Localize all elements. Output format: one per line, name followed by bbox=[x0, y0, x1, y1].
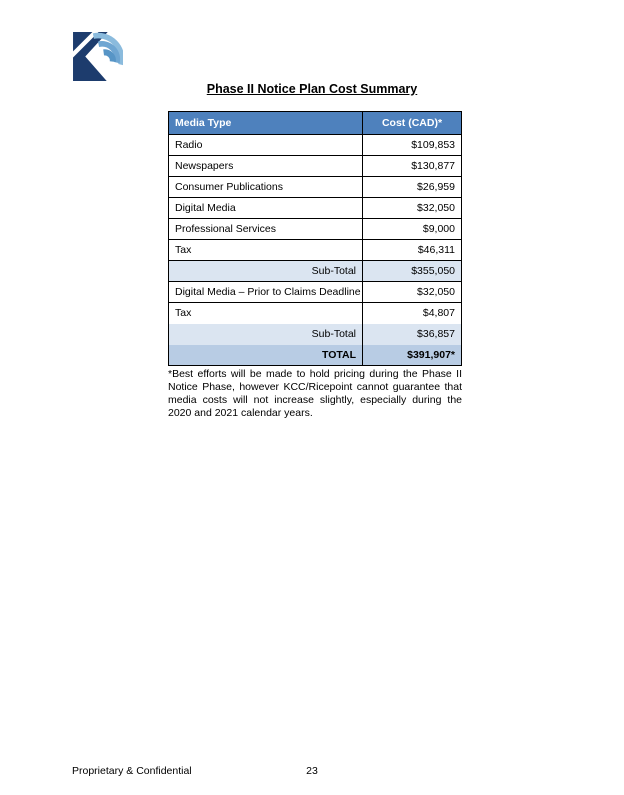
row-value: $32,050 bbox=[363, 282, 462, 303]
row-label: Newspapers bbox=[169, 156, 363, 177]
row-value: $32,050 bbox=[363, 198, 462, 219]
kcc-logo bbox=[72, 31, 123, 82]
page-title: Phase II Notice Plan Cost Summary bbox=[206, 82, 418, 96]
table-row bbox=[169, 282, 462, 303]
row-label: TOTAL bbox=[169, 345, 363, 366]
confidentiality-label: Proprietary & Confidential bbox=[72, 765, 192, 777]
table-header-row bbox=[169, 112, 462, 135]
row-value: $26,959 bbox=[363, 177, 462, 198]
table-row bbox=[169, 261, 462, 282]
table-row bbox=[169, 198, 462, 219]
row-label: Digital Media bbox=[169, 198, 363, 219]
row-value: $130,877 bbox=[363, 156, 462, 177]
row-label: Tax bbox=[169, 303, 363, 324]
table-row bbox=[169, 240, 462, 261]
row-label: Professional Services bbox=[169, 219, 363, 240]
row-label: Sub-Total bbox=[169, 324, 363, 345]
row-label: Tax bbox=[169, 240, 363, 261]
footnote: *Best efforts will be made to hold pricing during the Phase II Notice Phase, however KCC/Ricepoint cannot guarantee that media costs will not increase slightly, especially during the 2020 and 2021 calendar years. bbox=[168, 368, 462, 419]
row-value: $4,807 bbox=[363, 303, 462, 324]
table-row bbox=[169, 156, 462, 177]
cost-table-body bbox=[169, 135, 462, 366]
logo-arc-inner bbox=[104, 52, 113, 61]
table-row bbox=[169, 219, 462, 240]
column-header-cost: Cost (CAD)* bbox=[363, 112, 462, 135]
row-label: Radio bbox=[169, 135, 363, 156]
row-value: $36,857 bbox=[363, 324, 462, 345]
row-label: Digital Media – Prior to Claims Deadline bbox=[169, 282, 363, 303]
row-label: Sub-Total bbox=[169, 261, 363, 282]
table-row bbox=[169, 177, 462, 198]
column-header-media-type: Media Type bbox=[169, 112, 363, 135]
page-number: 23 bbox=[306, 765, 318, 777]
table-row bbox=[169, 303, 462, 324]
table-row bbox=[169, 345, 462, 366]
row-value: $46,311 bbox=[363, 240, 462, 261]
row-value: $109,853 bbox=[363, 135, 462, 156]
table-row bbox=[169, 135, 462, 156]
row-value: $9,000 bbox=[363, 219, 462, 240]
table-row bbox=[169, 324, 462, 345]
row-label: Consumer Publications bbox=[169, 177, 363, 198]
row-value: $391,907* bbox=[363, 345, 462, 366]
cost-summary-table bbox=[168, 111, 462, 366]
row-value: $355,050 bbox=[363, 261, 462, 282]
